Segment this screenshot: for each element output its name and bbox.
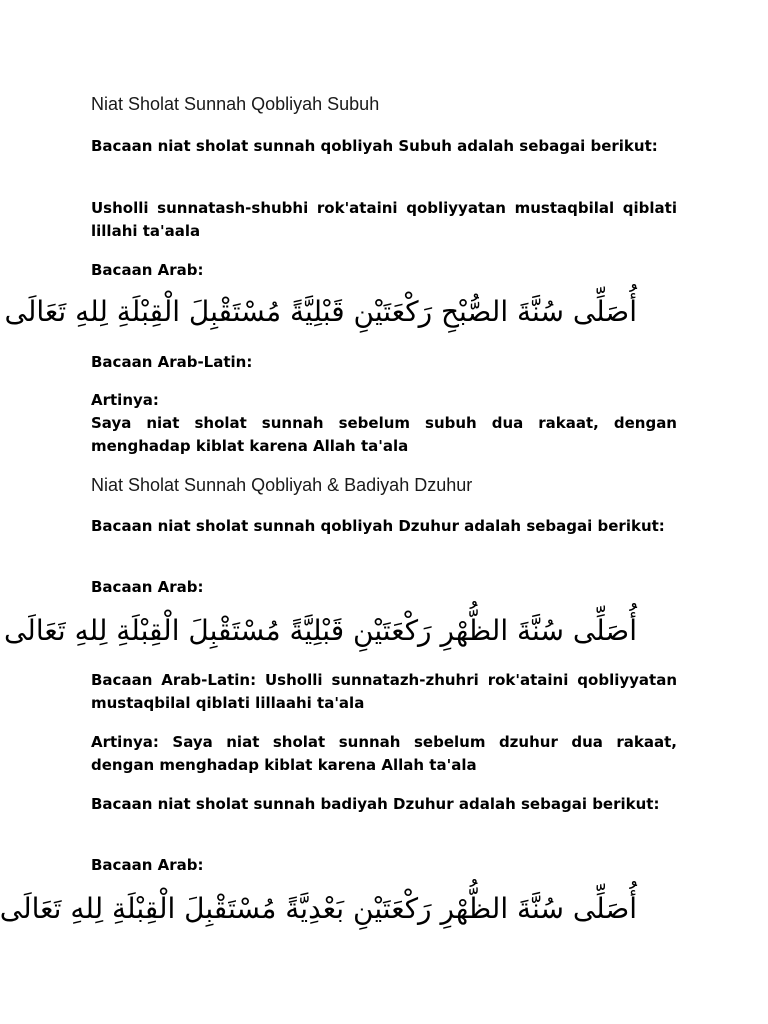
latin-paragraph-subuh: Usholli sunnatash-shubhi rok'ataini qobliyyatan mustaqbilal qiblati lillahi ta'aala — [91, 199, 677, 240]
section-heading-subuh: Niat Sholat Sunnah Qobliyah Subuh — [91, 94, 380, 114]
arab-label-subuh: Bacaan Arab: — [91, 261, 204, 279]
arab-label-qobliyah-dzuhur: Bacaan Arab: — [91, 578, 204, 596]
arabic-text-badiyah-dzuhur: أُصَلِّى سُنَّةَ الظُّهْرِ رَكْعَتَيْنِ بَعْدِيَّةً مُسْتَقْبِلَ الْقِبْلَةِ لِلهِ تَعَالَى — [0, 892, 637, 925]
arab-latin-paragraph-qobliyah-dzuhur: Bacaan Arab-Latin: Usholli sunnatazh-zhuhri rok'ataini qobliyyatan mustaqbilal qiblati lillaahi ta'ala — [91, 671, 677, 712]
intro-paragraph-badiyah-dzuhur: Bacaan niat sholat sunnah badiyah Dzuhur adalah sebagai berikut: — [91, 795, 660, 813]
section-heading-dzuhur: Niat Sholat Sunnah Qobliyah & Badiyah Dzuhur — [91, 475, 473, 495]
intro-paragraph-subuh: Bacaan niat sholat sunnah qobliyah Subuh adalah sebagai berikut: — [91, 137, 658, 155]
artinya-paragraph-qobliyah-dzuhur: Artinya: Saya niat sholat sunnah sebelum dzuhur dua rakaat, dengan menghadap kiblat karena Allah ta'ala — [91, 733, 677, 774]
artinya-text-subuh: Saya niat sholat sunnah sebelum subuh dua rakaat, dengan menghadap kiblat karena Allah ta'ala — [91, 414, 677, 455]
intro-paragraph-qobliyah-dzuhur: Bacaan niat sholat sunnah qobliyah Dzuhur adalah sebagai berikut: — [91, 517, 665, 535]
artinya-label-subuh: Artinya: — [91, 391, 159, 409]
arab-latin-label-subuh: Bacaan Arab-Latin: — [91, 353, 253, 371]
arabic-text-subuh: أُصَلِّى سُنَّةَ الصُّبْحِ رَكْعَتَيْنِ قَبْلِيَّةً مُسْتَقْبِلَ الْقِبْلَةِ لِلهِ تَعَالَى — [4, 295, 637, 328]
arabic-text-qobliyah-dzuhur: أُصَلِّى سُنَّةَ الظُّهْرِ رَكْعَتَيْنِ قَبْلِيَّةً مُسْتَقْبِلَ الْقِبْلَةِ لِلهِ تَعَالَى — [3, 614, 637, 647]
arab-label-badiyah-dzuhur: Bacaan Arab: — [91, 856, 204, 874]
